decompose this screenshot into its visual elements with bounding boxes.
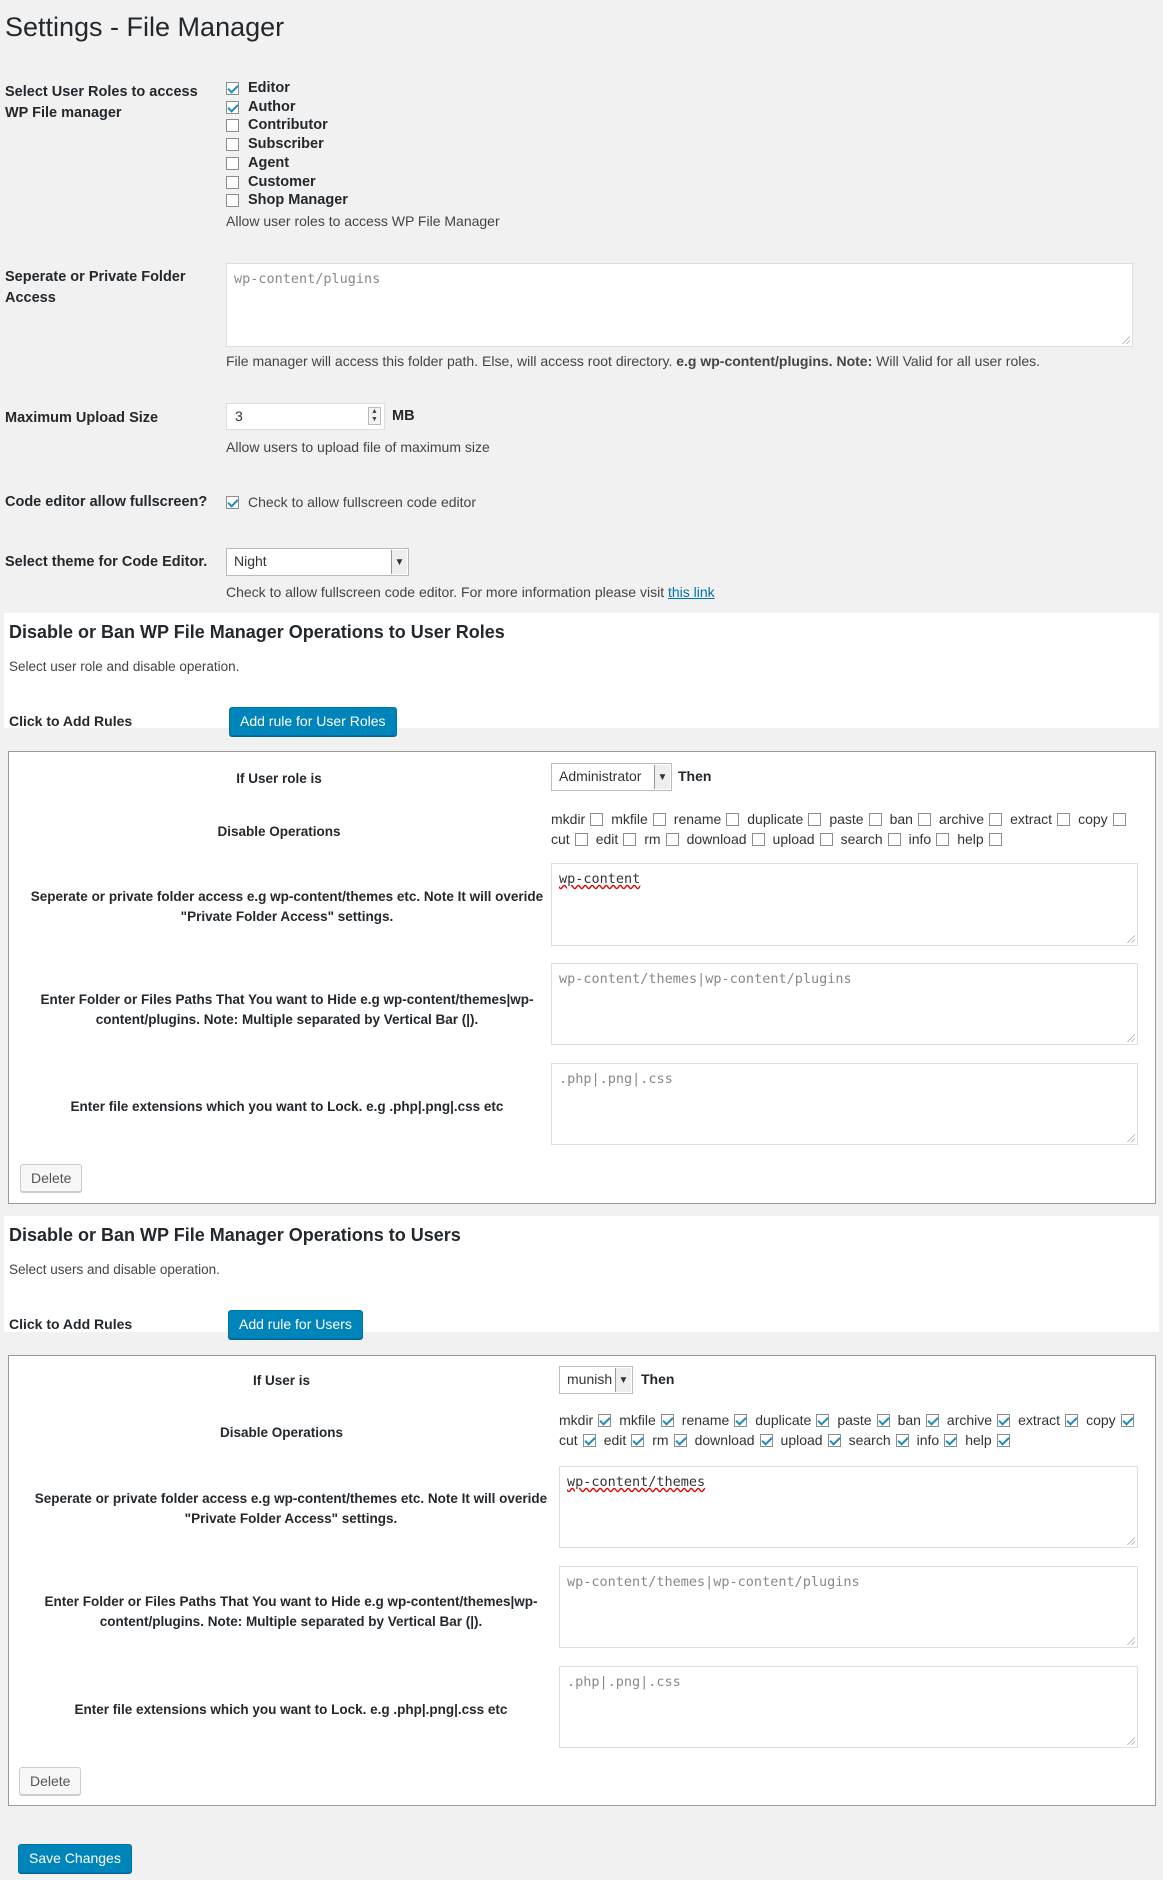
operation-option[interactable] bbox=[890, 809, 931, 829]
user-lock-placeholder: .php|.png|.css bbox=[567, 1674, 681, 1690]
roles-lock-placeholder: .php|.png|.css bbox=[559, 1071, 673, 1087]
roles-description: Allow user roles to access WP File Manager bbox=[226, 213, 500, 229]
roles-rule-box bbox=[8, 751, 1156, 1204]
roles-folder-label: Seperate or private folder access e.g wp-content/themes etc. Note It will overide "Private Folder Access" settings. bbox=[30, 889, 544, 924]
user-folder-label: Seperate or private folder access e.g wp-content/themes etc. Note It will overide "Private Folder Access" settings. bbox=[34, 1491, 548, 1526]
operation-label: rename bbox=[673, 811, 722, 827]
role-option[interactable] bbox=[226, 173, 316, 191]
user-hide-placeholder: wp-content/themes|wp-content/plugins bbox=[567, 1574, 860, 1590]
upload-size-input[interactable] bbox=[226, 403, 385, 430]
page-title: Settings - File Manager bbox=[5, 12, 285, 42]
save-changes-button[interactable]: Save Changes bbox=[18, 1844, 132, 1873]
operation-label: edit bbox=[595, 831, 619, 847]
operation-checkbox[interactable] bbox=[674, 1434, 687, 1447]
user-folder-textarea[interactable] bbox=[559, 1466, 1138, 1548]
operation-checkbox[interactable] bbox=[752, 833, 765, 846]
operation-checkbox[interactable] bbox=[1057, 813, 1070, 826]
operation-checkbox[interactable] bbox=[653, 813, 666, 826]
operation-option[interactable] bbox=[1010, 809, 1070, 829]
operation-checkbox[interactable] bbox=[590, 813, 603, 826]
operation-label: extract bbox=[1010, 811, 1053, 827]
resize-handle-icon[interactable] bbox=[1127, 1537, 1135, 1545]
roles-label: Select User Roles to access WP File manager bbox=[5, 84, 198, 121]
operation-option[interactable] bbox=[604, 1430, 645, 1450]
role-label: Contributor bbox=[248, 117, 328, 133]
resize-handle-icon[interactable] bbox=[1127, 1034, 1135, 1042]
operation-checkbox[interactable] bbox=[623, 833, 636, 846]
operation-option[interactable] bbox=[957, 829, 1001, 849]
dropdown-arrow-icon[interactable]: ▼ bbox=[615, 1368, 631, 1392]
operation-option[interactable] bbox=[841, 829, 901, 849]
operation-label: ban bbox=[889, 811, 913, 827]
resize-handle-icon[interactable] bbox=[1127, 1637, 1135, 1645]
roles-lock-textarea[interactable] bbox=[551, 1063, 1138, 1145]
operation-checkbox[interactable] bbox=[1121, 1414, 1134, 1427]
user-rules-title: Disable or Ban WP File Manager Operations to Users bbox=[9, 1225, 461, 1245]
role-checkbox[interactable] bbox=[226, 101, 239, 114]
user-rules-subtitle: Select users and disable operation. bbox=[9, 1262, 220, 1277]
operation-label: rm bbox=[652, 1432, 669, 1448]
operation-label: duplicate bbox=[747, 811, 804, 827]
private-folder-description bbox=[226, 353, 1040, 369]
operation-checkbox[interactable] bbox=[583, 1434, 596, 1447]
private-folder-desc-note-label: Note: bbox=[836, 353, 873, 369]
role-label: Customer bbox=[248, 174, 316, 190]
role-option[interactable] bbox=[226, 98, 296, 116]
operation-option[interactable] bbox=[551, 829, 588, 849]
spinner-arrows-icon[interactable]: ▲ ▼ bbox=[368, 407, 381, 425]
upload-label: Maximum Upload Size bbox=[5, 410, 159, 426]
operation-label: paste bbox=[837, 1412, 872, 1428]
operation-label: upload bbox=[780, 1432, 823, 1448]
add-rule-users-button[interactable]: Add rule for Users bbox=[228, 1310, 363, 1339]
user-if-select[interactable] bbox=[559, 1366, 633, 1394]
role-option[interactable] bbox=[226, 154, 289, 172]
operation-label: duplicate bbox=[755, 1412, 812, 1428]
theme-label: Select theme for Code Editor. bbox=[5, 554, 208, 570]
operation-checkbox[interactable] bbox=[989, 813, 1002, 826]
operation-label: search bbox=[848, 1432, 891, 1448]
roles-folder-value: wp-content bbox=[559, 871, 641, 887]
operation-checkbox[interactable] bbox=[661, 1414, 674, 1427]
role-label: Shop Manager bbox=[248, 192, 348, 208]
resize-handle-icon[interactable] bbox=[1127, 1737, 1135, 1745]
user-hide-textarea[interactable] bbox=[559, 1566, 1138, 1648]
operation-checkbox[interactable] bbox=[820, 833, 833, 846]
operation-checkbox[interactable] bbox=[869, 813, 882, 826]
upload-size-value: 3 bbox=[235, 408, 243, 424]
operation-checkbox[interactable] bbox=[1065, 1414, 1078, 1427]
role-label: Author bbox=[248, 99, 296, 115]
role-option[interactable] bbox=[226, 79, 290, 97]
roles-add-label: Click to Add Rules bbox=[9, 713, 133, 729]
operation-checkbox[interactable] bbox=[816, 1414, 829, 1427]
operation-option[interactable] bbox=[849, 1430, 909, 1450]
operation-option[interactable] bbox=[747, 809, 821, 829]
operation-checkbox[interactable] bbox=[828, 1434, 841, 1447]
user-if-select-value: munish bbox=[567, 1371, 613, 1387]
roles-if-select[interactable] bbox=[551, 763, 672, 791]
role-checkbox[interactable] bbox=[226, 119, 239, 132]
operation-option[interactable] bbox=[596, 829, 637, 849]
fullscreen-checkbox[interactable] bbox=[226, 496, 239, 509]
roles-folder-textarea[interactable] bbox=[551, 863, 1138, 946]
operation-checkbox[interactable] bbox=[808, 813, 821, 826]
roles-hide-label: Enter Folder or Files Paths That You want to Hide e.g wp-content/themes|wp-content/plugins. Note: Multiple separated by Vertical Bar (|). bbox=[40, 992, 534, 1027]
operation-label: info bbox=[908, 831, 932, 847]
dropdown-arrow-icon[interactable]: ▼ bbox=[391, 550, 407, 574]
role-label: Subscriber bbox=[248, 136, 324, 152]
roles-rules-subtitle: Select user role and disable operation. bbox=[9, 659, 240, 674]
theme-info-link[interactable]: this link bbox=[667, 584, 715, 600]
role-option[interactable] bbox=[226, 135, 324, 153]
operation-label: copy bbox=[1086, 1412, 1116, 1428]
user-if-label: If User is bbox=[252, 1373, 311, 1388]
user-delete-button[interactable]: Delete bbox=[19, 1767, 81, 1795]
operation-checkbox[interactable] bbox=[896, 1434, 909, 1447]
fullscreen-option[interactable] bbox=[226, 494, 476, 510]
roles-delete-button[interactable]: Delete bbox=[20, 1164, 82, 1192]
operation-label: help bbox=[965, 1432, 992, 1448]
operation-option[interactable] bbox=[559, 1410, 611, 1430]
user-folder-value: wp-content/themes bbox=[567, 1474, 706, 1490]
operation-label: mkdir bbox=[551, 811, 586, 827]
operation-checkbox[interactable] bbox=[918, 813, 931, 826]
operation-label: cut bbox=[559, 1432, 578, 1448]
operation-option[interactable] bbox=[551, 809, 603, 829]
operation-option[interactable] bbox=[965, 1430, 1009, 1450]
operation-option[interactable] bbox=[682, 1410, 747, 1430]
role-checkbox[interactable] bbox=[226, 176, 239, 189]
roles-hide-placeholder: wp-content/themes|wp-content/plugins bbox=[559, 971, 852, 987]
operation-label: paste bbox=[829, 811, 864, 827]
roles-lock-label: Enter file extensions which you want to Lock. e.g .php|.png|.css etc bbox=[70, 1099, 504, 1114]
role-checkbox[interactable] bbox=[226, 82, 239, 95]
operation-option[interactable] bbox=[674, 809, 739, 829]
operation-option[interactable] bbox=[917, 1430, 958, 1450]
operation-label: rm bbox=[644, 831, 661, 847]
theme-description bbox=[226, 584, 715, 600]
operation-checkbox[interactable] bbox=[877, 1414, 890, 1427]
add-rule-user-roles-button[interactable]: Add rule for User Roles bbox=[229, 707, 397, 736]
operation-label: cut bbox=[551, 831, 570, 847]
operation-checkbox[interactable] bbox=[997, 1434, 1010, 1447]
private-folder-label: Seperate or Private Folder Access bbox=[5, 269, 186, 306]
user-lock-textarea[interactable] bbox=[559, 1666, 1138, 1748]
operation-option[interactable] bbox=[773, 829, 833, 849]
user-rule-box bbox=[8, 1355, 1156, 1806]
operation-option[interactable] bbox=[652, 1430, 686, 1450]
private-folder-desc-note: Will Valid for all user roles. bbox=[876, 353, 1041, 369]
operation-label: info bbox=[916, 1432, 940, 1448]
role-checkbox[interactable] bbox=[226, 157, 239, 170]
operation-option[interactable] bbox=[898, 1410, 939, 1430]
operation-option[interactable] bbox=[695, 1430, 773, 1450]
private-folder-desc-example: e.g wp-content/plugins. bbox=[676, 353, 833, 369]
roles-then-label: Then bbox=[678, 768, 712, 784]
operation-checkbox[interactable] bbox=[944, 1434, 957, 1447]
operation-checkbox[interactable] bbox=[575, 833, 588, 846]
user-operations bbox=[559, 1410, 1149, 1450]
operation-option[interactable] bbox=[611, 809, 666, 829]
operation-option[interactable] bbox=[829, 809, 881, 829]
roles-operations bbox=[551, 809, 1151, 849]
operation-checkbox[interactable] bbox=[997, 1414, 1010, 1427]
operation-option[interactable] bbox=[1078, 809, 1126, 829]
operation-option[interactable] bbox=[781, 1430, 841, 1450]
operation-label: copy bbox=[1078, 811, 1108, 827]
user-then-label: Then bbox=[641, 1371, 675, 1387]
operation-option[interactable] bbox=[755, 1410, 829, 1430]
roles-if-label: If User role is bbox=[236, 771, 322, 786]
operation-option[interactable] bbox=[939, 809, 1002, 829]
private-folder-placeholder: wp-content/plugins bbox=[234, 271, 381, 287]
roles-disable-label: Disable Operations bbox=[217, 824, 341, 839]
dropdown-arrow-icon[interactable]: ▼ bbox=[654, 765, 670, 789]
operation-label: mkfile bbox=[611, 811, 648, 827]
operation-label: download bbox=[686, 831, 747, 847]
roles-hide-textarea[interactable] bbox=[551, 963, 1138, 1045]
user-disable-label: Disable Operations bbox=[219, 1425, 344, 1440]
operation-label: extract bbox=[1018, 1412, 1061, 1428]
operation-label: archive bbox=[946, 1412, 993, 1428]
user-add-label: Click to Add Rules bbox=[9, 1316, 133, 1332]
resize-handle-icon[interactable] bbox=[1127, 935, 1135, 943]
operation-label: search bbox=[840, 831, 883, 847]
operation-label: download bbox=[694, 1432, 755, 1448]
operation-checkbox[interactable] bbox=[760, 1434, 773, 1447]
private-folder-textarea[interactable] bbox=[226, 263, 1133, 347]
operation-checkbox[interactable] bbox=[598, 1414, 611, 1427]
operation-option[interactable] bbox=[909, 829, 950, 849]
operation-checkbox[interactable] bbox=[734, 1414, 747, 1427]
operation-option[interactable] bbox=[687, 829, 765, 849]
fullscreen-label: Code editor allow fullscreen? bbox=[5, 494, 208, 510]
operation-option[interactable] bbox=[947, 1410, 1010, 1430]
operation-checkbox[interactable] bbox=[888, 833, 901, 846]
operation-checkbox[interactable] bbox=[989, 833, 1002, 846]
operation-option[interactable] bbox=[1018, 1410, 1078, 1430]
role-option[interactable] bbox=[226, 116, 328, 134]
role-label: Agent bbox=[248, 155, 290, 171]
private-folder-desc-prefix: File manager will access this folder path. Else, will access root directory. bbox=[226, 353, 673, 369]
theme-select-value: Night bbox=[234, 553, 267, 569]
operation-checkbox[interactable] bbox=[666, 833, 679, 846]
operation-checkbox[interactable] bbox=[1113, 813, 1126, 826]
roles-if-select-value: Administrator bbox=[559, 768, 642, 784]
theme-select[interactable] bbox=[226, 548, 409, 576]
operation-checkbox[interactable] bbox=[631, 1434, 644, 1447]
role-checkbox[interactable] bbox=[226, 138, 239, 151]
resize-handle-icon[interactable] bbox=[1127, 1134, 1135, 1142]
fullscreen-checkbox-label: Check to allow fullscreen code editor bbox=[248, 494, 477, 510]
operation-checkbox[interactable] bbox=[936, 833, 949, 846]
roles-rules-title: Disable or Ban WP File Manager Operations to User Roles bbox=[9, 622, 505, 642]
operation-label: help bbox=[957, 831, 984, 847]
operation-label: mkdir bbox=[559, 1412, 594, 1428]
user-lock-label: Enter file extensions which you want to Lock. e.g .php|.png|.css etc bbox=[74, 1702, 508, 1717]
operation-label: edit bbox=[603, 1432, 627, 1448]
operation-option[interactable] bbox=[644, 829, 678, 849]
operation-option[interactable] bbox=[619, 1410, 674, 1430]
role-label: Editor bbox=[248, 80, 290, 96]
operation-checkbox[interactable] bbox=[726, 813, 739, 826]
user-hide-label: Enter Folder or Files Paths That You want to Hide e.g wp-content/themes|wp-content/plugins. Note: Multiple separated by Vertical Bar (|). bbox=[44, 1594, 538, 1629]
operation-label: archive bbox=[938, 811, 985, 827]
operation-option[interactable] bbox=[837, 1410, 889, 1430]
operation-label: upload bbox=[772, 831, 815, 847]
operation-label: ban bbox=[897, 1412, 921, 1428]
operation-label: rename bbox=[681, 1412, 730, 1428]
theme-description-text: Check to allow fullscreen code editor. For more information please visit bbox=[226, 584, 665, 600]
operation-option[interactable] bbox=[559, 1430, 596, 1450]
resize-handle-icon[interactable] bbox=[1122, 336, 1130, 344]
role-option[interactable] bbox=[226, 191, 348, 209]
upload-unit: MB bbox=[392, 408, 415, 424]
operation-label: mkfile bbox=[619, 1412, 656, 1428]
operation-option[interactable] bbox=[1086, 1410, 1134, 1430]
role-checkbox[interactable] bbox=[226, 194, 239, 207]
upload-description: Allow users to upload file of maximum size bbox=[226, 439, 490, 455]
operation-checkbox[interactable] bbox=[926, 1414, 939, 1427]
